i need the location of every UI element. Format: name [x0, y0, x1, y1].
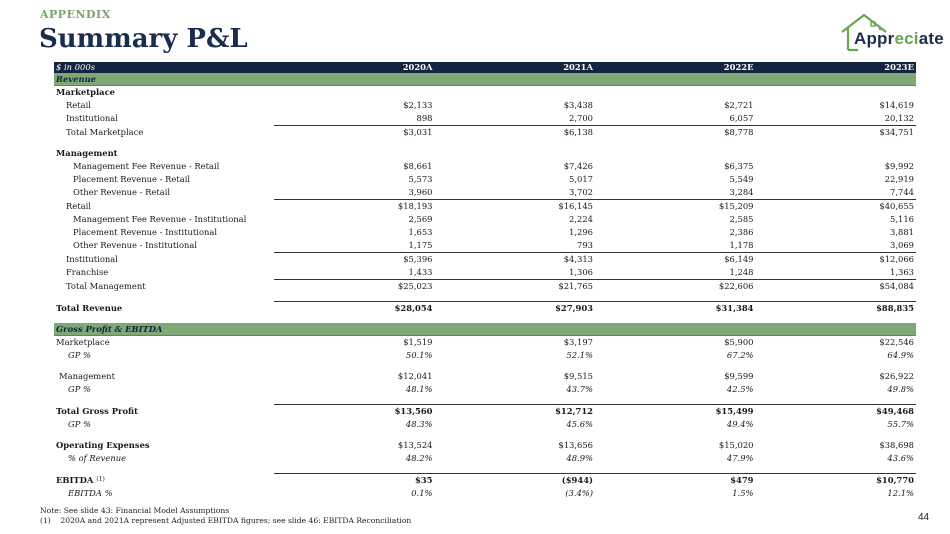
note-line: Note: See slide 43: Financial Model Assumptions [40, 506, 230, 515]
table-row: Management $12,041 $9,515 $9,599 $26,922 [59, 371, 914, 381]
table-row: Institutional 898 2,700 6,057 20,132 [66, 113, 914, 124]
table-row: Total Marketplace $3,031 $6,138 $8,778 $34,751 [66, 126, 914, 137]
table-row: Retail $2,133 $3,438 $2,721 $14,619 [66, 100, 914, 110]
table-row: Total Management $25,023 $21,765 $22,606 $54,084 [66, 280, 914, 291]
summary-pl-table [54, 62, 916, 500]
page-number: 44 [918, 512, 930, 523]
footnotes [40, 506, 411, 526]
table-row: Other Revenue - Institutional 1,175 793 1,178 3,069 [73, 240, 914, 251]
table-row: GP % 48.1% 43.7% 42.5% 49.8% [68, 384, 914, 394]
table-row: Retail $18,193 $16,145 $15,209 $40,655 [66, 200, 914, 211]
table-row: EBITDA $^{(1)}$ $35 ($944) $479 $10,770 [56, 474, 914, 485]
section-gross-profit: Gross Profit & EBITDA [54, 323, 916, 336]
col-2021a: 2021A [435, 62, 596, 73]
table-row: Management Fee Revenue - Institutional 2,569 2,224 2,585 5,116 [73, 214, 914, 224]
col-2020a: 2020A [274, 62, 435, 73]
table-row: Franchise 1,433 1,306 1,248 1,363 [66, 267, 914, 278]
table-row: Management Fee Revenue - Retail $8,661 $7,426 $6,375 $9,992 [73, 161, 914, 171]
table-row: Placement Revenue - Institutional 1,653 1,296 2,386 3,881 [73, 227, 914, 237]
logo-wordmark: Appreciate [854, 29, 944, 48]
page-title: Summary P&L [39, 24, 248, 54]
table-row: Institutional $5,396 $4,313 $6,149 $12,066 [66, 253, 914, 264]
col-2022e: 2022E [595, 62, 756, 73]
table-row: EBITDA % 0.1% (3.4%) 1.5% 12.1% [68, 488, 914, 498]
table-row: Management [56, 148, 118, 158]
table-header-row [54, 62, 916, 73]
table-row: Total Revenue $28,054 $27,903 $31,384 $88,835 [56, 302, 914, 313]
table-row: Other Revenue - Retail 3,960 3,702 3,284 7,744 [73, 187, 914, 198]
table-row: % of Revenue 48.2% 48.9% 47.9% 43.6% [68, 453, 914, 463]
table-row: GP % 50.1% 52.1% 67.2% 64.9% [68, 350, 914, 360]
table-row: Total Gross Profit $13,560 $12,712 $15,499 $49,468 [56, 405, 914, 416]
company-logo [836, 10, 944, 56]
table-row: Operating Expenses $13,524 $13,656 $15,020 $38,698 [56, 440, 914, 450]
eyebrow-label: APPENDIX [40, 8, 111, 21]
table-row: Placement Revenue - Retail 5,573 5,017 5,549 22,919 [73, 174, 914, 184]
table-row: Marketplace [56, 87, 116, 97]
table-row: Marketplace $1,519 $3,197 $5,900 $22,546 [56, 337, 914, 347]
footnote-marker: (1) [96, 475, 105, 483]
col-2023e: 2023E [756, 62, 917, 73]
note-line: (1) 2020A and 2021A represent Adjusted EBITDA figures; see slide 46: EBITDA Reconciliation [40, 516, 412, 525]
table-row: GP % 48.3% 45.6% 49.4% 55.7% [68, 419, 914, 429]
unit-label: $ in 000s [54, 62, 274, 73]
section-revenue: Revenue [54, 73, 916, 86]
